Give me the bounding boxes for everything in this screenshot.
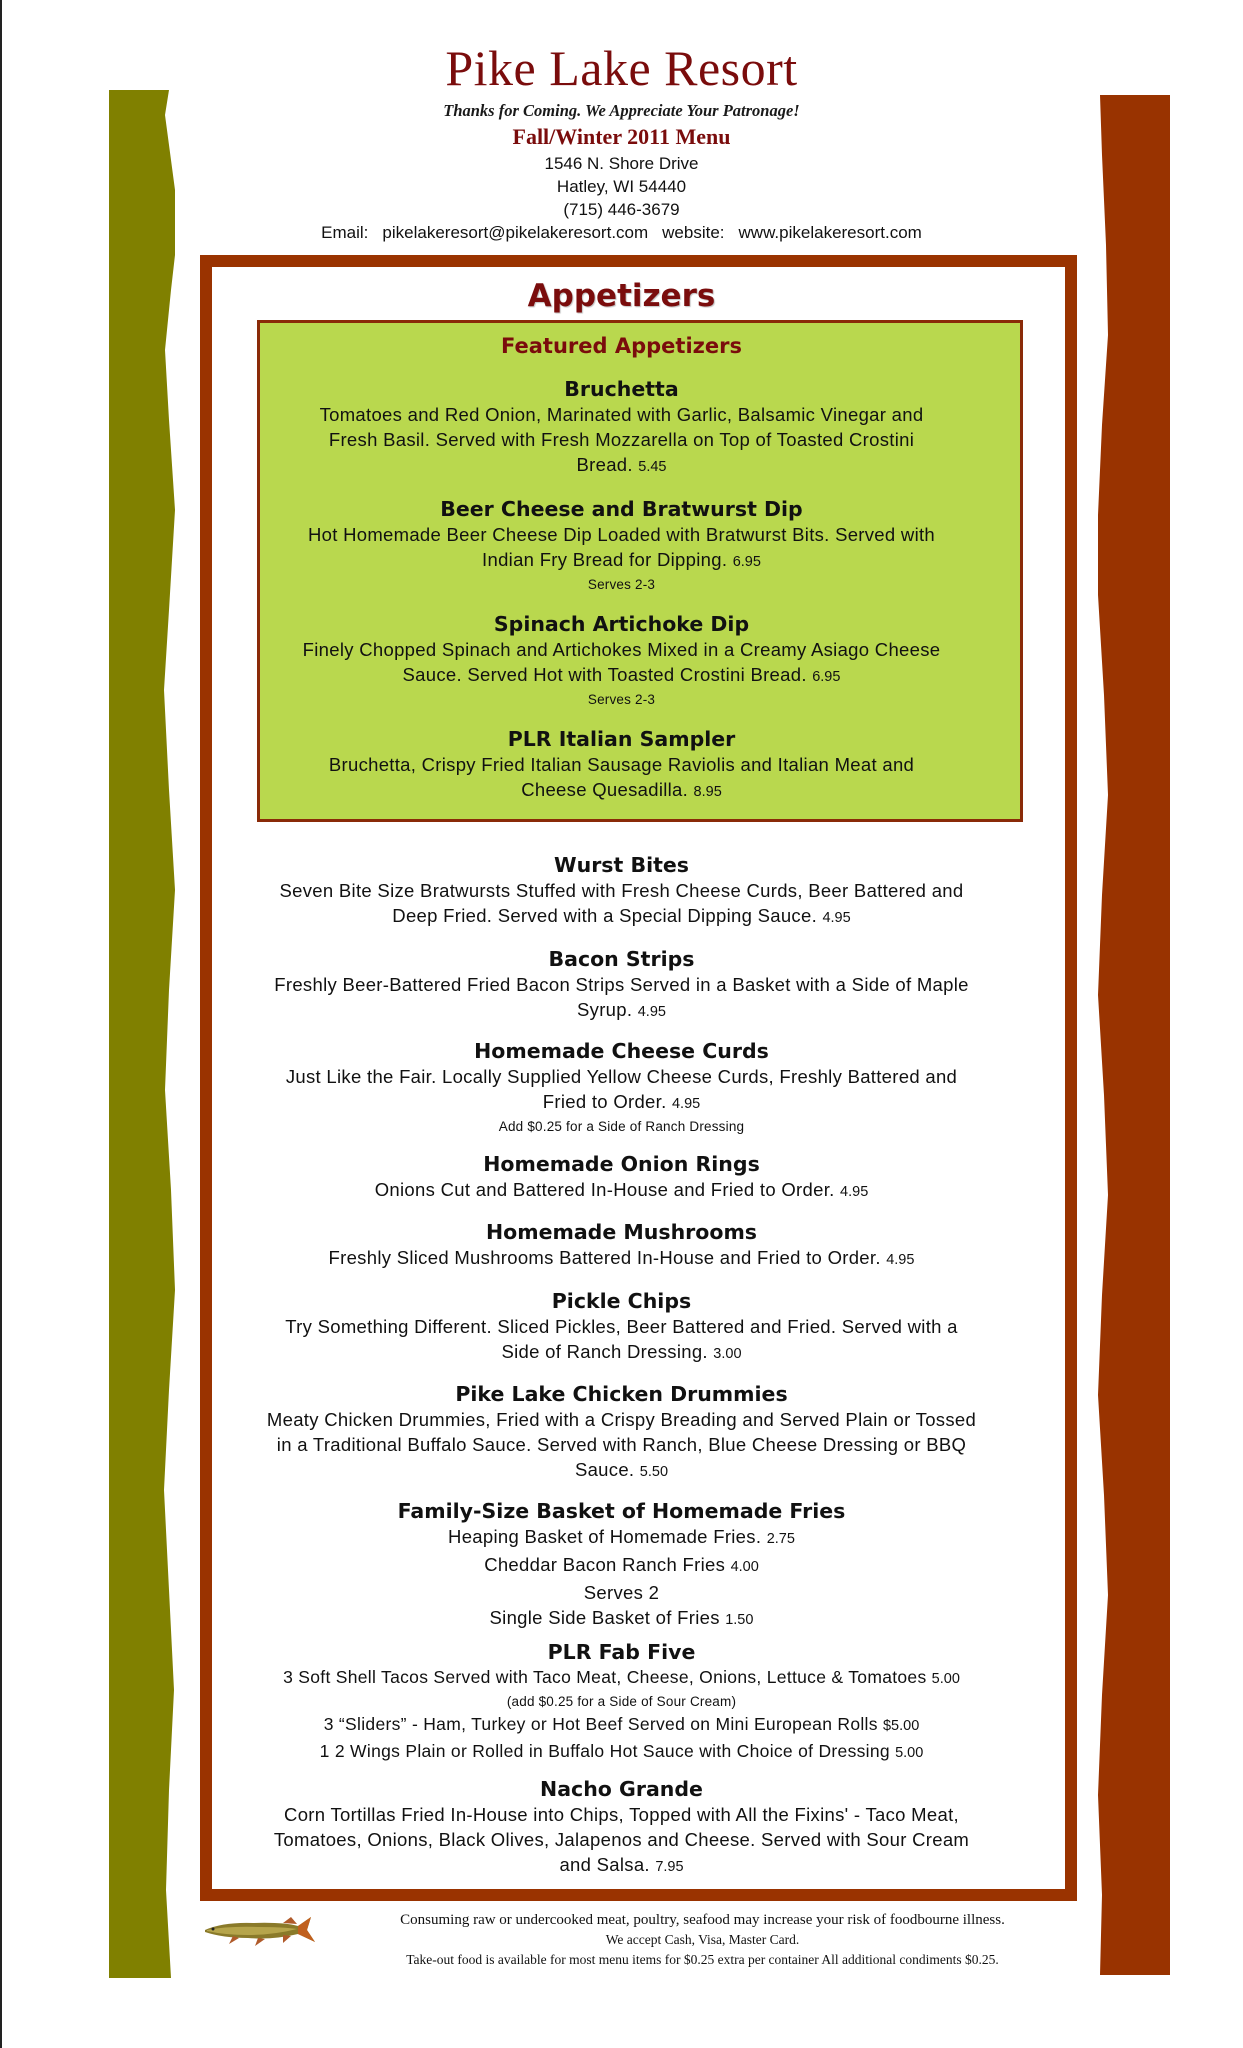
item-description: Fresh Basil. Served with Fresh Mozzarella on Top of Toasted Crostini [328,429,915,450]
item-price: 3.00 [713,1346,742,1362]
item-description: Tomatoes, Onions, Black Olives, Jalapenos and Cheese. Served with Sour Cream [273,1829,970,1850]
item-description: Heaping Basket of Homemade Fries. 2.75 [448,1526,795,1547]
menu-item [0,1499,1243,1633]
item-description: 3 “Sliders” - Ham, Turkey or Hot Beef Served on Mini European Rolls $5.00 [323,1714,920,1734]
address-city: Hatley, WI 54440 [556,177,687,196]
menu-item [0,1220,1243,1273]
resort-title: Pike Lake Resort [445,40,798,96]
item-description: Onions Cut and Battered In-House and Fried to Order. 4.95 [374,1179,869,1200]
website-label: website: [662,223,725,242]
item-name: Pike Lake Chicken Drummies [455,1382,788,1406]
item-description: Try Something Different. Sliced Pickles, Beer Battered and Fried. Served with a [285,1316,958,1337]
item-note: Serves 2-3 [587,577,656,592]
item-description: Syrup. 4.95 [577,999,666,1020]
menu-item [0,377,1243,480]
item-name: Homemade Cheese Curds [474,1039,769,1063]
item-description: Sauce. 5.50 [574,1459,669,1480]
item-price: 6.95 [732,554,761,570]
item-description: Freshly Beer-Battered Fried Bacon Strips Served in a Basket with a Side of Maple [274,974,969,995]
item-description: Sauce. Served Hot with Toasted Crostini Bread. 6.95 [402,664,841,685]
item-description: Fried to Order. 4.95 [542,1091,701,1112]
item-description: Tomatoes and Red Onion, Marinated with Garlic, Balsamic Vinegar and [319,404,924,425]
tagline: Thanks for Coming. We Appreciate Your Patronage! [443,101,800,120]
item-name: PLR Fab Five [547,1640,696,1664]
item-description: Finely Chopped Spinach and Artichokes Mixed in a Creamy Asiago Cheese [302,639,941,660]
item-name: Homemade Onion Rings [483,1152,760,1176]
item-name: Bruchetta [564,377,679,401]
email-link[interactable]: pikelakeresort@pikelakeresort.com [382,223,649,242]
item-price: 4.00 [730,1559,759,1575]
menu-item [0,497,1243,595]
item-name: Beer Cheese and Bratwurst Dip [440,497,803,521]
item-name: Family-Size Basket of Homemade Fries [397,1499,846,1523]
menu-item [0,1039,1243,1137]
item-description: 1 2 Wings Plain or Rolled in Buffalo Hot Sauce with Choice of Dressing 5.00 [319,1741,924,1761]
item-price: 6.95 [812,669,841,685]
item-price: 2.75 [766,1531,795,1547]
item-name: Wurst Bites [553,853,689,877]
address-street: 1546 N. Shore Drive [544,154,699,173]
item-description: Bread. 5.45 [576,454,667,475]
item-description: Freshly Sliced Mushrooms Battered In-House and Fried to Order. 4.95 [328,1247,915,1268]
menu-item [0,1289,1243,1367]
website-link[interactable]: www.pikelakeresort.com [738,223,922,242]
menu-item [0,947,1243,1025]
item-description: Side of Ranch Dressing. 3.00 [501,1341,742,1362]
contact-line [0,221,1243,244]
item-name: Bacon Strips [548,947,695,971]
item-description: Cheddar Bacon Ranch Fries 4.00 [484,1554,759,1575]
menu-item [0,612,1243,710]
menu-item [0,727,1243,805]
item-description: Deep Fried. Served with a Special Dipping Sauce. 4.95 [392,905,851,926]
takeout-notice: Take-out food is available for most menu items for $0.25 extra per container All additional condiments $0.25. [406,1952,999,1967]
item-price: 7.95 [655,1859,684,1875]
item-price: $5.00 [882,1718,920,1734]
item-name: Pickle Chips [551,1289,692,1313]
item-description: in a Traditional Buffalo Sauce. Served with Ranch, Blue Cheese Dressing or BBQ [276,1434,967,1455]
menu-season-title: Fall/Winter 2011 Menu [512,124,731,149]
item-description: 3 Soft Shell Tacos Served with Taco Meat, Cheese, Onions, Lettuce & Tomatoes 5.00 [283,1667,960,1687]
phone-number: (715) 446-3679 [563,200,680,219]
pike-fish-icon [203,1914,318,1952]
item-description: Meaty Chicken Drummies, Fried with a Crispy Breading and Served Plain or Tossed [266,1409,977,1430]
menu-item [0,1152,1243,1205]
item-description: Just Like the Fair. Locally Supplied Yellow Cheese Curds, Freshly Battered and [285,1066,958,1087]
item-name: PLR Italian Sampler [507,727,736,751]
item-name: Nacho Grande [540,1777,703,1801]
item-description: Hot Homemade Beer Cheese Dip Loaded with Bratwurst Bits. Served with [307,524,936,545]
section-title-appetizers: Appetizers [527,278,716,314]
item-note: Serves 2-3 [587,692,656,707]
item-price: 4.95 [671,1096,701,1112]
menu-item [0,853,1243,931]
item-description: Indian Fry Bread for Dipping. 6.95 [482,549,761,570]
item-price: 5.00 [895,1745,924,1761]
payment-methods: We accept Cash, Visa, Master Card. [605,1932,800,1947]
item-note: (add $0.25 for a Side of Sour Cream) [506,1694,737,1709]
item-note: Add $0.25 for a Side of Ranch Dressing [498,1119,745,1134]
item-description: Cheese Quesadilla. 8.95 [521,779,722,800]
menu-item [0,1382,1243,1485]
item-price: 1.50 [725,1612,754,1628]
item-price: 5.50 [639,1464,669,1480]
item-description: Single Side Basket of Fries 1.50 [489,1607,754,1628]
item-description: and Salsa. 7.95 [559,1854,684,1875]
item-price: 4.95 [886,1252,915,1268]
item-description: Bruchetta, Crispy Fried Italian Sausage Raviolis and Italian Meat and [328,754,915,775]
item-price: 5.45 [638,459,667,475]
item-price: 4.95 [822,910,851,926]
item-price: 4.95 [840,1184,869,1200]
item-description: Serves 2 [583,1582,660,1603]
menu-item [0,1777,1243,1880]
item-price: 8.95 [693,784,722,800]
item-description: Seven Bite Size Bratwursts Stuffed with Fresh Cheese Curds, Beer Battered and [279,880,964,901]
item-name: Homemade Mushrooms [485,1220,758,1244]
item-price: 5.00 [931,1671,960,1687]
featured-appetizers-title: Featured Appetizers [501,334,742,358]
menu-item [0,1640,1243,1766]
item-price: 4.95 [637,1004,666,1020]
item-name: Spinach Artichoke Dip [493,612,750,636]
food-safety-notice: Consuming raw or undercooked meat, poultry, seafood may increase your risk of foodbourne illness. [400,1912,1005,1928]
item-description: Corn Tortillas Fried In-House into Chips, Topped with All the Fixins' - Taco Meat, [284,1804,959,1825]
footer-notes [325,1910,1080,1970]
email-label: Email: [321,223,369,242]
